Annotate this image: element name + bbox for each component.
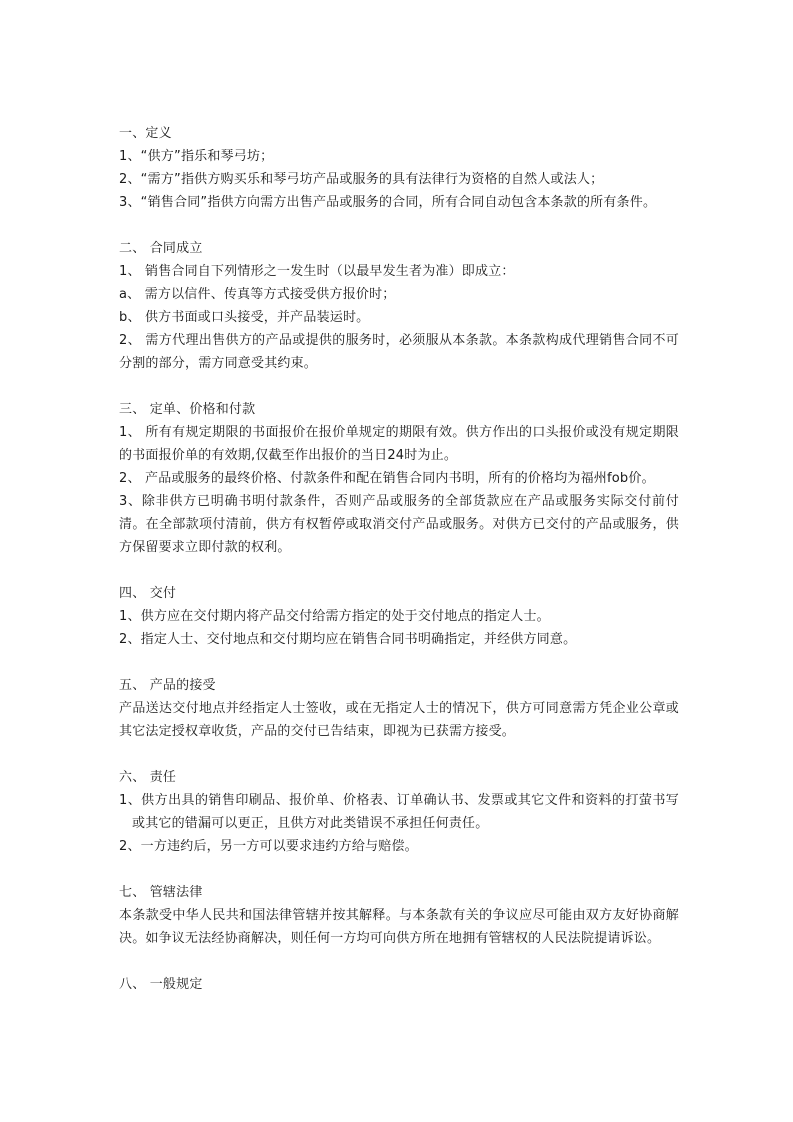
section-delivery	[119, 582, 679, 651]
clause: 2、 需方代理出售供方的产品或提供的服务时，必须服从本条款。本条款构成代理销售合同不可分割的部分，需方同意受其约束。	[119, 333, 679, 371]
section-title: 七、 管辖法律	[119, 885, 203, 900]
section-title: 四、 交付	[119, 586, 177, 601]
section-order-price-payment	[119, 398, 679, 559]
section-contract-formation	[119, 237, 679, 375]
clause: 1、供方出具的销售印刷品、报价单、价格表、订单确认书、发票或其它文件和资料的打萤书写或其它的错漏可以更正，且供方对此类错误不承担任何责任。	[119, 793, 679, 831]
clause: 产品送达交付地点并经指定人士签收，或在无指定人士的情况下，供方可同意需方凭企业公章或其它法定授权章收货，产品的交付已告结束，即视为已获需方接受。	[119, 701, 679, 739]
clause: 本条款受中华人民共和国法律管辖并按其解释。与本条款有关的争议应尽可能由双方友好协商解决。如争议无法经协商解决，则任何一方均可向供方所在地拥有管辖权的人民法院提请诉讼。	[119, 908, 679, 946]
clause: 2、 产品或服务的最终价格、付款条件和配在销售合同内书明，所有的价格均为福州fob价。	[119, 471, 655, 486]
section-title: 五、 产品的接受	[119, 678, 216, 693]
clause: 1、供方应在交付期内将产品交付给需方指定的处于交付地点的指定人士。	[119, 609, 550, 624]
clause: b、 供方书面或口头接受，并产品装运时。	[119, 310, 370, 325]
clause: 3、“销售合同”指供方向需方出售产品或服务的合同，所有合同自动包含本条款的所有条件。	[119, 195, 657, 210]
section-general	[119, 973, 679, 996]
section-title: 二、 合同成立	[119, 241, 203, 256]
clause: a、 需方以信件、传真等方式接受供方报价时；	[119, 287, 396, 302]
clause: 2、“需方”指供方购买乐和琴弓坊产品或服务的具有法律行为资格的自然人或法人；	[119, 172, 604, 187]
clause: 2、一方违约后，另一方可以要求违约方给与赔偿。	[119, 839, 418, 854]
section-title: 一、定义	[119, 126, 172, 141]
document-body	[119, 122, 679, 996]
section-title: 六、 责任	[119, 770, 177, 785]
section-liability	[119, 766, 679, 858]
section-definitions	[119, 122, 679, 214]
clause: 2、指定人士、交付地点和交付期均应在销售合同书明确指定，并经供方同意。	[119, 632, 577, 647]
section-governing-law	[119, 881, 679, 950]
clause: 1、 销售合同自下列情形之一发生时（以最早发生者为准）即成立：	[119, 264, 515, 279]
clause: 1、“供方”指乐和琴弓坊；	[119, 149, 274, 164]
clause: 3、除非供方已明确书明付款条件，否则产品或服务的全部货款应在产品或服务实际交付前付清。在全部款项付清前，供方有权暂停或取消交付产品或服务。对供方已交付的产品或服务，供方保留要求立即付款的权利。	[119, 494, 679, 555]
clause: 1、 所有有规定期限的书面报价在报价单规定的期限有效。供方作出的口头报价或没有规定期限的书面报价单的有效期,仅截至作出报价的当日24时为止。	[119, 425, 679, 463]
section-acceptance	[119, 674, 679, 743]
section-title: 八、 一般规定	[119, 977, 203, 992]
section-title: 三、 定单、价格和付款	[119, 402, 256, 417]
